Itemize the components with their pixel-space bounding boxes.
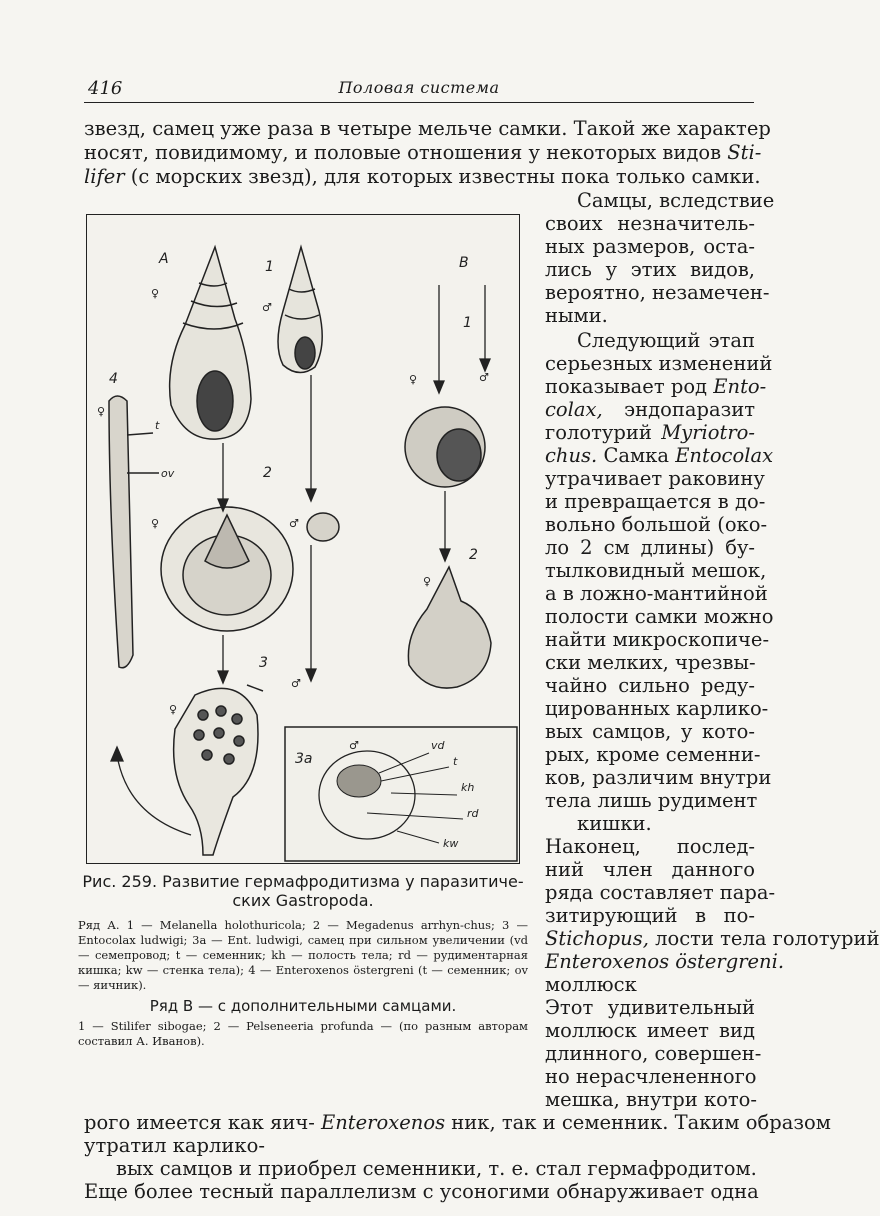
female-sign: ♀ bbox=[409, 373, 418, 386]
text-line: и превращается в до- bbox=[545, 490, 766, 513]
male-sign: ♂ bbox=[479, 371, 489, 384]
text-line: lifer (с морских звезд), для которых известны пока только самки. bbox=[84, 165, 761, 188]
label-kh: kh bbox=[461, 781, 475, 794]
text-line: Этот удивительный bbox=[545, 996, 755, 1019]
text-line: рого имеется как яич- Enteroxenos ник, так и семенник. Таким образом bbox=[84, 1111, 831, 1134]
label-ov: ov bbox=[161, 467, 175, 480]
text-line: своих незначитель- bbox=[545, 212, 755, 235]
label-t: t bbox=[155, 419, 160, 432]
text-line: тылковидный мешок, bbox=[545, 559, 767, 582]
text-line: найти микроскопиче- bbox=[545, 628, 770, 651]
text-line: вольно большой (око- bbox=[545, 513, 768, 536]
text-line: рых, кроме семенни- bbox=[545, 743, 761, 766]
female-sign: ♀ bbox=[169, 703, 178, 716]
label-kw: kw bbox=[443, 837, 459, 850]
female-sign: ♀ bbox=[423, 575, 432, 588]
page-header bbox=[84, 78, 754, 103]
male-sign: ♂ bbox=[349, 739, 359, 752]
label-vd: vd bbox=[431, 739, 445, 752]
text-line: утратил карлико- bbox=[84, 1134, 265, 1157]
label-rd: rd bbox=[467, 807, 479, 820]
label-3: 3 bbox=[259, 655, 268, 671]
text-line: полости самки можно bbox=[545, 605, 774, 628]
caption-legend-b: 1 — Stilifer sibogae; 2 — Pelseneeria profunda — (по разным авторам составил А. Иванов). bbox=[78, 1019, 528, 1048]
text-line: моллюск имеет вид bbox=[545, 1019, 755, 1042]
female-sign: ♀ bbox=[151, 517, 160, 530]
text-line: но нерасчлененного bbox=[545, 1065, 757, 1088]
text-line: цированных карлико- bbox=[545, 697, 769, 720]
text-line: ски мелких, чрезвы- bbox=[545, 651, 756, 674]
figure-259 bbox=[86, 214, 520, 864]
shell-stilifer bbox=[405, 407, 485, 487]
text-line: кишки. bbox=[577, 812, 652, 835]
caption-title: Рис. 259. Развитие гермафродитизма у паразитиче-ских Gastropoda. bbox=[82, 872, 524, 910]
label-row-a: А bbox=[159, 251, 169, 267]
label-3a: 3а bbox=[295, 751, 313, 767]
shell-melanella bbox=[170, 247, 251, 439]
text-line: chus. Самка Entocolax bbox=[545, 444, 774, 467]
worm-enteroxenos bbox=[109, 396, 159, 668]
caption-row-b: Ряд В — с дополнительными самцами. bbox=[149, 997, 457, 1015]
text-line: ряда составляет пара- bbox=[545, 881, 776, 904]
label-1: 1 bbox=[265, 259, 274, 275]
text-line: длинного, совершен- bbox=[545, 1042, 762, 1065]
text-line: Следующий этап bbox=[577, 329, 755, 352]
text-line: colax, эндопаразит bbox=[545, 398, 755, 421]
label-4: 4 bbox=[109, 371, 118, 387]
female-sign: ♀ bbox=[151, 287, 160, 300]
shell-male-megadenus bbox=[307, 513, 339, 541]
shell-male-small bbox=[278, 247, 322, 373]
text-line: а в ложно-мантийной bbox=[545, 582, 768, 605]
figure-caption bbox=[78, 872, 528, 1049]
text-line: зитирующий в по- bbox=[545, 904, 755, 927]
text-line: Еще более тесный параллелизм с усоногими обнаруживает одна bbox=[84, 1180, 759, 1203]
text-line: ных размеров, оста- bbox=[545, 235, 755, 258]
text-line: чайно сильно реду- bbox=[545, 674, 755, 697]
text-line: вых самцов и приобрел семенники, т. е. стал гермафродитом. bbox=[116, 1157, 757, 1180]
label-b1: 1 bbox=[463, 315, 472, 331]
text-line: вероятно, незамечен- bbox=[545, 281, 770, 304]
text-line: ний член данного bbox=[545, 858, 755, 881]
text-line: ными. bbox=[545, 304, 608, 327]
inset-3a bbox=[285, 727, 517, 861]
text-line: тела лишь рудимент bbox=[545, 789, 758, 812]
text-line: звезд, самец уже раза в четыре мельче самки. Такой же характер bbox=[84, 117, 771, 140]
male-sign: ♂ bbox=[291, 677, 301, 690]
label-row-b: В bbox=[459, 255, 469, 271]
text-line: серьезных изменений bbox=[545, 352, 773, 375]
text-line: утрачивает раковину bbox=[545, 467, 765, 490]
label-b2: 2 bbox=[469, 547, 478, 563]
text-line: ков, различим внутри bbox=[545, 766, 772, 789]
sac-entocolax bbox=[174, 685, 263, 855]
text-line: вых самцов, у кото- bbox=[545, 720, 755, 743]
text-line: Самцы, вследствие bbox=[577, 189, 775, 212]
text-line: моллюск bbox=[545, 973, 637, 996]
text-line: лись у этих видов, bbox=[545, 258, 755, 281]
text-line: ло 2 см длины) бу- bbox=[545, 536, 755, 559]
text-line: Stichopus, лости тела голотурий bbox=[545, 927, 880, 950]
gastropoda-illustration bbox=[87, 215, 519, 863]
page-number: 416 bbox=[88, 78, 123, 99]
text-line: показывает род Ento- bbox=[545, 375, 767, 398]
shell-megadenus bbox=[161, 507, 293, 631]
label-2: 2 bbox=[263, 465, 272, 481]
text-line: голотурий Myriotro- bbox=[545, 421, 755, 444]
text-line: носят, повидимому, и половые отношения у некоторых видов Sti- bbox=[84, 141, 762, 164]
label-t: t bbox=[453, 755, 458, 768]
shell-pelseneeria bbox=[408, 567, 491, 688]
running-title: Половая система bbox=[338, 78, 500, 97]
male-sign: ♂ bbox=[289, 517, 299, 530]
caption-legend-a: Ряд А. 1 — Melanella holothuricola; 2 — Megadenus arrhyn-chus; 3 — Entocolax ludwigi; 3а — Ent. ludwigi, самец при сильном увеличении (vd — семепровод; t — семенник; kh — полость тела; rd — рудиментарная кишка; kw — стенка тела); 4 — Enteroxenos östergreni (t — семенник; ov — яичник). bbox=[78, 918, 528, 992]
text-line: Наконец, послед- bbox=[545, 835, 755, 858]
text-line: Enteroxenos östergreni. bbox=[545, 950, 785, 973]
male-sign: ♂ bbox=[262, 301, 272, 314]
text-line: мешка, внутри кото- bbox=[545, 1088, 758, 1111]
female-sign: ♀ bbox=[97, 405, 106, 418]
